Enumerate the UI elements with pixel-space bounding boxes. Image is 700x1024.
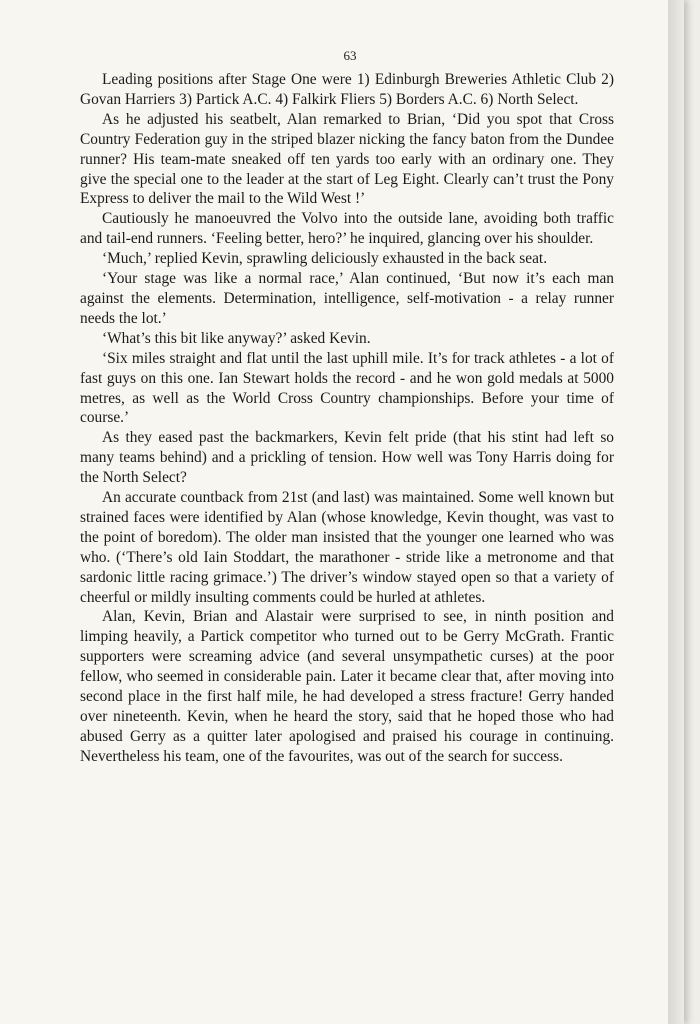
- paragraph: Leading positions after Stage One were 1) Edinburgh Breweries Athletic Club 2) Govan Harriers 3) Partick A.C. 4) Falkirk Fliers 5) Borders A.C. 6) North Select.: [80, 71, 614, 108]
- page-edge: [668, 0, 684, 1024]
- paragraph: As he adjusted his seatbelt, Alan remarked to Brian, ‘Did you spot that Cross Country Federation guy in the striped blazer nicking the fancy baton from the Dundee runner? His team-mate sneaked off ten yards too early with an ordinary one. They give the special one to the leader at the start of Leg Eight. Clearly can’t trust the Pony Express to deliver the mail to the Wild West !’: [80, 110, 614, 208]
- paragraph: An accurate countback from 21st (and last) was maintained. Some well known but strained faces were identified by Alan (whose knowledge, Kevin thought, was vast to the point of boredom). The older man insisted that the younger one learned who was who. (‘There’s old Iain Stoddart, the marathoner - stride like a metronome and that sardonic little racing grimace.’) The driver’s window stayed open so that a variety of cheerful or mildly insulting comments could be hurled at athletes.: [80, 489, 614, 606]
- body-text: [80, 70, 614, 767]
- paragraph: Alan, Kevin, Brian and Alastair were surprised to see, in ninth position and limping heavily, a Partick competitor who turned out to be Gerry McGrath. Frantic supporters were screaming advice (and several unsympathetic curses) at the poor fellow, who seemed in considerable pain. Later it became clear that, after moving into second place in the first half mile, he had developed a stress fracture! Gerry handed over nineteenth. Kevin, when he heard the story, said that he hoped those who had abused Gerry as a quitter later apologised and praised his courage in continuing. Nevertheless his team, one of the favourites, was out of the search for success.: [80, 608, 614, 765]
- paragraph: As they eased past the backmarkers, Kevin felt pride (that his stint had left so many teams behind) and a prickling of tension. How well was Tony Harris doing for the North Select?: [80, 429, 614, 487]
- paragraph: ‘Your stage was like a normal race,’ Alan continued, ‘But now it’s each man against the elements. Determination, intelligence, self-motivation - a relay runner needs the lot.’: [80, 270, 614, 327]
- paragraph: ‘Much,’ replied Kevin, sprawling deliciously exhausted in the back seat.: [102, 250, 548, 268]
- paragraph: ‘Six miles straight and flat until the last uphill mile. It’s for track athletes - a lot of fast guys on this one. Ian Stewart holds the record - and he won gold medals at 5000 metres, as well as the World Cross Country championships. Before your time of course.’: [80, 349, 614, 427]
- paragraph: Cautiously he manoeuvred the Volvo into the outside lane, avoiding both traffic and tail-end runners. ‘Feeling better, hero?’ he inquired, glancing over his shoulder.: [80, 210, 614, 248]
- paragraph: ‘What’s this bit like anyway?’ asked Kevin.: [102, 329, 371, 347]
- page-number: 63: [343, 48, 357, 63]
